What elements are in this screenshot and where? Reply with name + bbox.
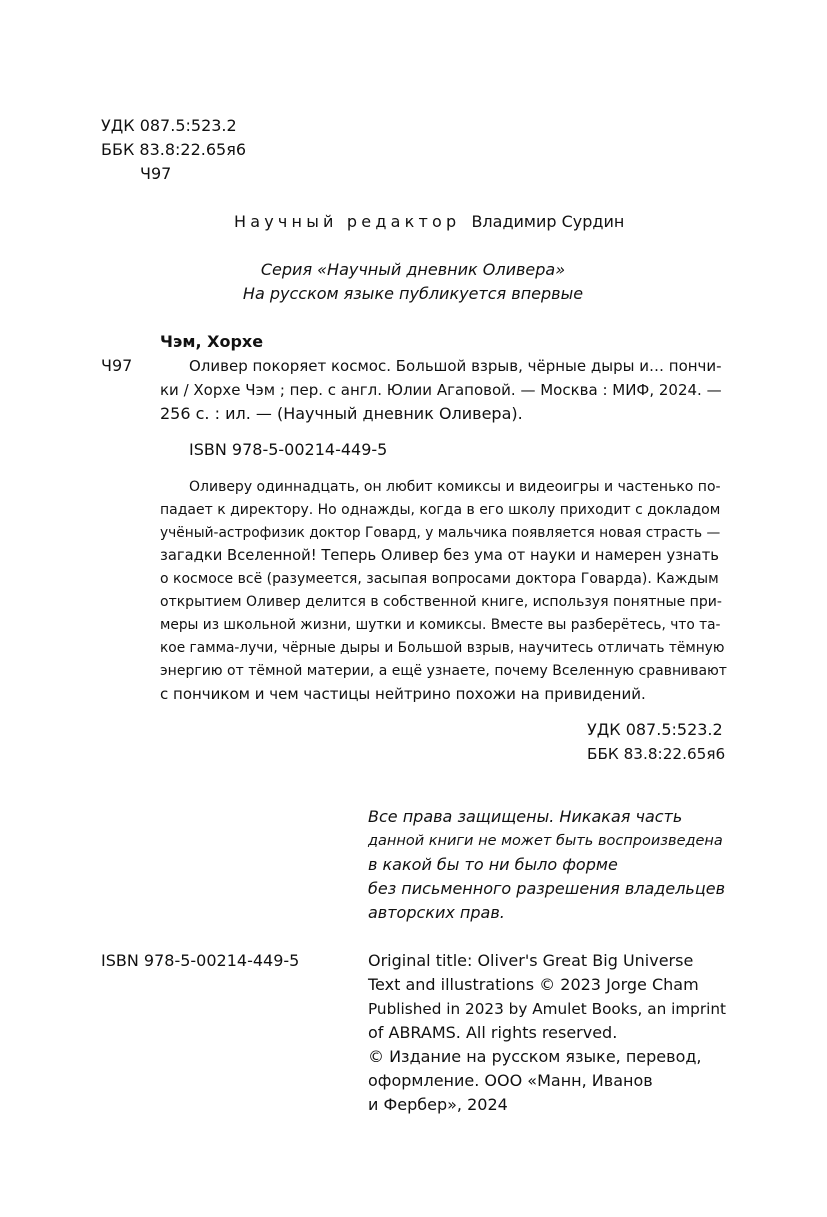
- footer-isbn: ISBN 978-5-00214-449-5: [101, 951, 300, 970]
- original-credits-line: оформление. ООО «Манн, Иванов: [368, 1071, 653, 1090]
- original-credits-line: © Издание на русском языке, перевод,: [368, 1047, 702, 1066]
- bbk-code: ББК 83.8:22.65я6: [101, 140, 247, 159]
- series-title: Серия «Научный дневник Оливера»: [260, 260, 566, 279]
- annotation-line: загадки Вселенной! Теперь Оливер без ума от науки и намерен узнать: [160, 547, 720, 564]
- annotation-line: Оливеру одиннадцать, он любит комиксы и видеоигры и частенько по-: [189, 479, 721, 495]
- record-isbn: ISBN 978-5-00214-449-5: [189, 440, 388, 459]
- record-udk-code: УДК 087.5:523.2: [587, 720, 723, 739]
- annotation-line: с пончиком и чем частицы нейтрино похожи на привидений.: [160, 685, 646, 703]
- annotation-line: энергию от тёмной материи, а ещё узнаете, почему Вселенную сравнивают: [160, 663, 727, 679]
- author-mark: Ч97: [140, 164, 172, 183]
- rights-line: данной книги не может быть воспроизведена: [368, 833, 723, 849]
- original-credits-line: Original title: Oliver's Great Big Universe: [368, 951, 694, 970]
- original-credits-line: of ABRAMS. All rights reserved.: [368, 1023, 618, 1042]
- record-line: 256 с. : ил. — (Научный дневник Оливера).: [160, 404, 523, 423]
- record-line: ки / Хорхе Чэм ; пер. с англ. Юлии Агаповой. — Москва : МИФ, 2024. —: [160, 381, 722, 399]
- rights-line: авторских прав.: [368, 903, 505, 922]
- annotation-line: меры из школьной жизни, шутки и комиксы. Вместе вы разберётесь, что та-: [160, 617, 721, 633]
- annotation-line: падает к директору. Но однажды, когда в его школу приходит с докладом: [160, 502, 721, 518]
- original-credits-line: Published in 2023 by Amulet Books, an imprint: [368, 1000, 727, 1018]
- annotation-line: кое гамма-лучи, чёрные дыры и Большой взрыв, научитесь отличать тёмную: [160, 640, 725, 656]
- rights-line: Все права защищены. Никакая часть: [368, 807, 683, 826]
- annotation-line: о космосе всё (разумеется, засыпая вопросами доктора Говарда). Каждым: [160, 571, 719, 587]
- annotation-line: открытием Оливер делится в собственной книге, используя понятные при-: [160, 594, 722, 610]
- annotation-line: учёный-астрофизик доктор Говард, у мальчика появляется новая страсть —: [160, 525, 721, 541]
- rights-line: без письменного разрешения владельцев: [368, 879, 726, 898]
- author-heading: Чэм, Хорхе: [160, 332, 264, 351]
- record-line: Оливер покоряет космос. Большой взрыв, чёрные дыры и… пончи-: [189, 357, 722, 375]
- record-bbk-code: ББК 83.8:22.65я6: [587, 745, 726, 763]
- original-credits-line: Text and illustrations © 2023 Jorge Cham: [368, 975, 699, 994]
- first-publication-note: На русском языке публикуется впервые: [242, 284, 584, 303]
- original-credits-line: и Фербер», 2024: [368, 1095, 508, 1114]
- record-author-mark: Ч97: [101, 356, 133, 375]
- scientific-editor-line: [234, 210, 624, 234]
- editor-name: Владимир Сурдин: [471, 212, 625, 231]
- udk-code: УДК 087.5:523.2: [101, 116, 237, 135]
- editor-role: Научный редактор: [234, 212, 461, 231]
- rights-line: в какой бы то ни было форме: [368, 855, 618, 874]
